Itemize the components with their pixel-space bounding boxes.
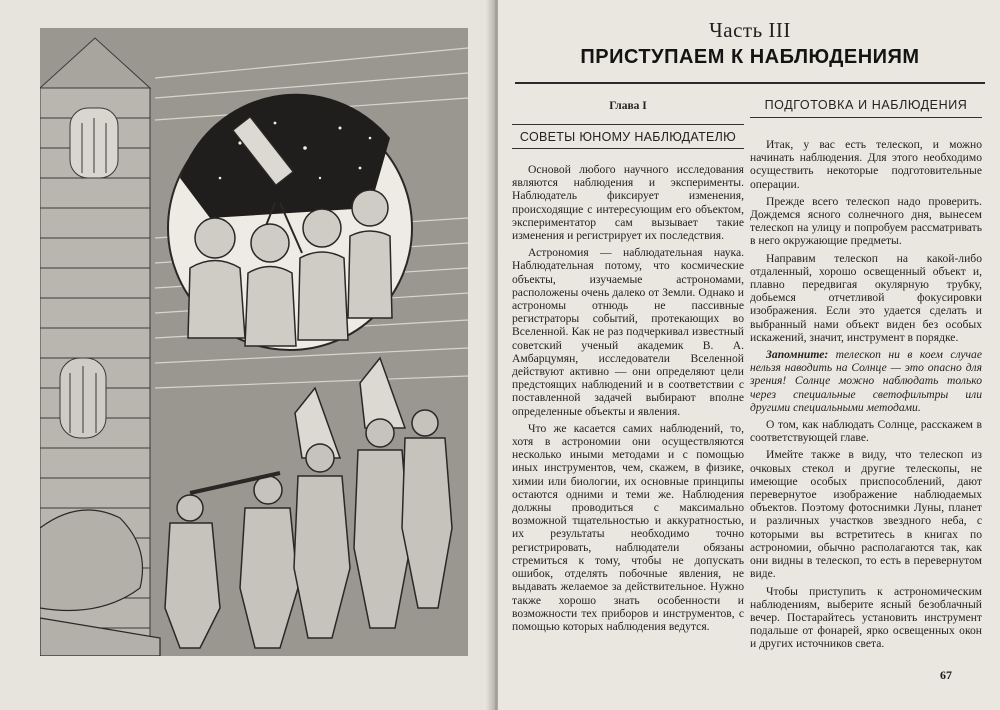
paragraph: Итак, у вас есть телескоп, и можно начинать наблюдения. Для этого необходимо осуществить некоторые подготовительные операции. [750,138,982,191]
paragraph: Имейте также в виду, что телескоп из очковых стекол и другие телескопы, не имеющие особых приспособлений, дают перевернутое изображение наблюдаемых объектов. Поэтому фотоснимки Луны, планет и различных участков звездного неба, с которыми вы встретитесь в книгах по астрономии, обычно располагаются так, как они видны в телескоп, то есть в перевернутом виде. [750,448,982,581]
paragraph: Прежде всего телескоп надо проверить. Дождемся ясного солнечного дня, вынесем телескоп на улицу и попробуем рассматривать в него окружающие предметы. [750,194,982,248]
telescope-illustration [40,28,468,656]
paragraph: Чтобы приступить к астрономическим наблюдениям, выберите ясный безоблачный вечер. Постарайтесь установить инструмент подальше от фонарей, ярко освещенных окон и других источников света. [750,584,982,651]
section-text [750,138,982,651]
section-column [750,98,982,655]
paragraph: Направим телескоп на какой-либо отдаленный, хорошо освещенный объект и, плавно передвигая окулярную трубку, добьемся отчетливой фокусировки изображения. Если это удается сделать и выбранный нами объект виден без особых искажений, значит, инструмент в порядке. [750,251,982,344]
section-title: ПОДГОТОВКА И НАБЛЮДЕНИЯ [750,98,982,118]
note-label: Запомните: [766,348,829,362]
paragraph: Астрономия — наблюдательная наука. Наблюдательная потому, что космические объекты, изучаемые астрономами, расположены очень далеко от Земли. Однако и астрономы отнюдь не пассивные регистраторы событий, протекающих во Вселенной. Как не раз подчеркивал известный советский ученый академик В. А. Амбарцумян, исследователи Вселенной действуют активно — они определяют цели предстоящих наблюдений и в соответствии с поставленной задачей выбирают вполне определенные объекты и явления. [512,246,744,418]
note-text: телескоп ни в коем случае нельзя наводить на Солнце — это опасно для зрения! Солнце можно наблюдать только через специальные светофильтры или другими специальными методами. [750,348,982,414]
paragraph: Основой любого научного исследования являются наблюдения и эксперименты. Наблюдатель фиксирует изменения, происходящие с интересующим его объектом, экспериментатор сам вызывает такие изменения и регистрирует их последствия. [512,163,744,243]
safety-note [750,348,982,414]
title-rule [515,82,985,84]
part-label: Часть III [709,18,791,42]
left-page [0,0,492,710]
chapter-label: Глава I [609,100,647,112]
paragraph: Что же касается самих наблюдений, то, хотя в астрономии они осуществляются несколько иными методами и с помощью иных инструментов, чем, скажем, в физике, химии или биологии, их основные принципы остаются одними и теми же. Наблюдения должны проводиться с максимально возможной тщательностью и аккуратностью, их результаты необходимо точно регистрировать, наблюдатели обязаны стремиться к тому, чтобы не допускать ошибок, отделять побочные явления, не выдавать желаемое за действительное. Нужно также хорошо знать особенности и возможности тех приборов и инструментов, с помощью которых наблюдения ведутся. [512,421,744,633]
chapter-text [512,163,744,633]
part-title: ПРИСТУПАЕМ К НАБЛЮДЕНИЯМ [580,46,920,68]
chapter-column [512,98,744,637]
paragraph: О том, как наблюдать Солнце, расскажем в соответствующей главе. [750,418,982,445]
page-number: 67 [940,668,952,682]
chapter-title: СОВЕТЫ ЮНОМУ НАБЛЮДАТЕЛЮ [512,124,744,149]
